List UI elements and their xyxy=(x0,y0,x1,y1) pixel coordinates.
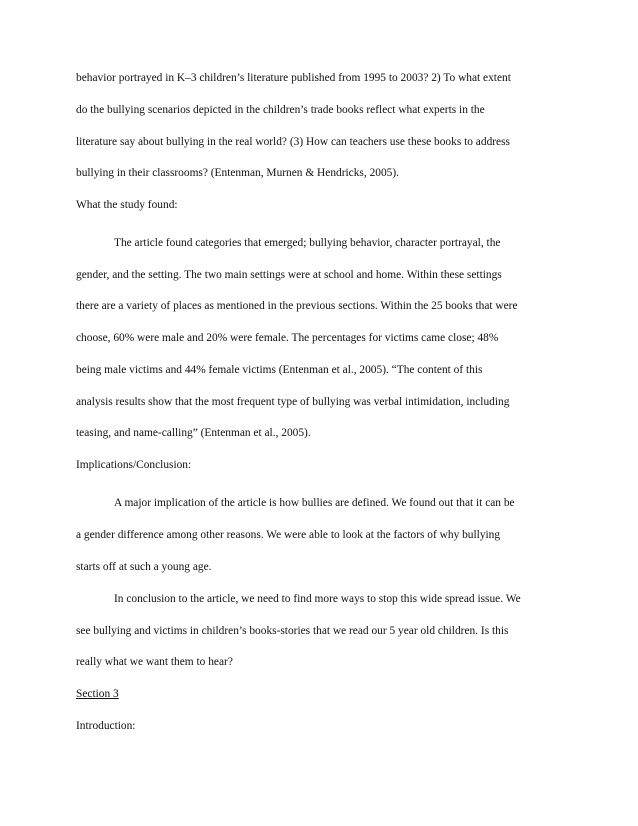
body-text-line: teasing, and name-calling” (Entenman et al., 2005). xyxy=(76,427,311,439)
body-text-line: In conclusion to the article, we need to find more ways to stop this wide spread issue. We xyxy=(114,593,521,605)
body-text-line: being male victims and 44% female victims (Entenman et al., 2005). “The content of this xyxy=(76,364,483,376)
body-text-line: starts off at such a young age. xyxy=(76,561,212,573)
body-text-line: bullying in their classrooms? (Entenman, Murnen & Hendricks, 2005). xyxy=(76,167,399,179)
heading-study-found: What the study found: xyxy=(76,199,178,211)
body-text-line: gender, and the setting. The two main settings were at school and home. Within these settings xyxy=(76,269,502,281)
body-text-line: really what we want them to hear? xyxy=(76,656,233,668)
body-text-line: behavior portrayed in K–3 children’s literature published from 1995 to 2003? 2) To what extent xyxy=(76,72,511,84)
body-text-line: A major implication of the article is how bullies are defined. We found out that it can be xyxy=(114,497,515,509)
body-text-line: a gender difference among other reasons. We were able to look at the factors of why bullying xyxy=(76,529,501,541)
heading-introduction: Introduction: xyxy=(76,720,136,732)
body-text-line: see bullying and victims in children’s books-stories that we read our 5 year old children. Is this xyxy=(76,625,509,637)
body-text-line: The article found categories that emerged; bullying behavior, character portrayal, the xyxy=(114,237,501,249)
body-text-line: there are a variety of places as mentioned in the previous sections. Within the 25 books that were xyxy=(76,300,518,312)
heading-implications: Implications/Conclusion: xyxy=(76,459,192,471)
section-heading: Section 3 xyxy=(76,688,119,700)
body-text-line: do the bullying scenarios depicted in the children’s trade books reflect what experts in the xyxy=(76,104,485,116)
body-text-line: literature say about bullying in the real world? (3) How can teachers use these books to address xyxy=(76,136,510,148)
body-text-line: analysis results show that the most frequent type of bullying was verbal intimidation, including xyxy=(76,396,510,408)
body-text-line: choose, 60% were male and 20% were female. The percentages for victims came close; 48% xyxy=(76,332,499,344)
